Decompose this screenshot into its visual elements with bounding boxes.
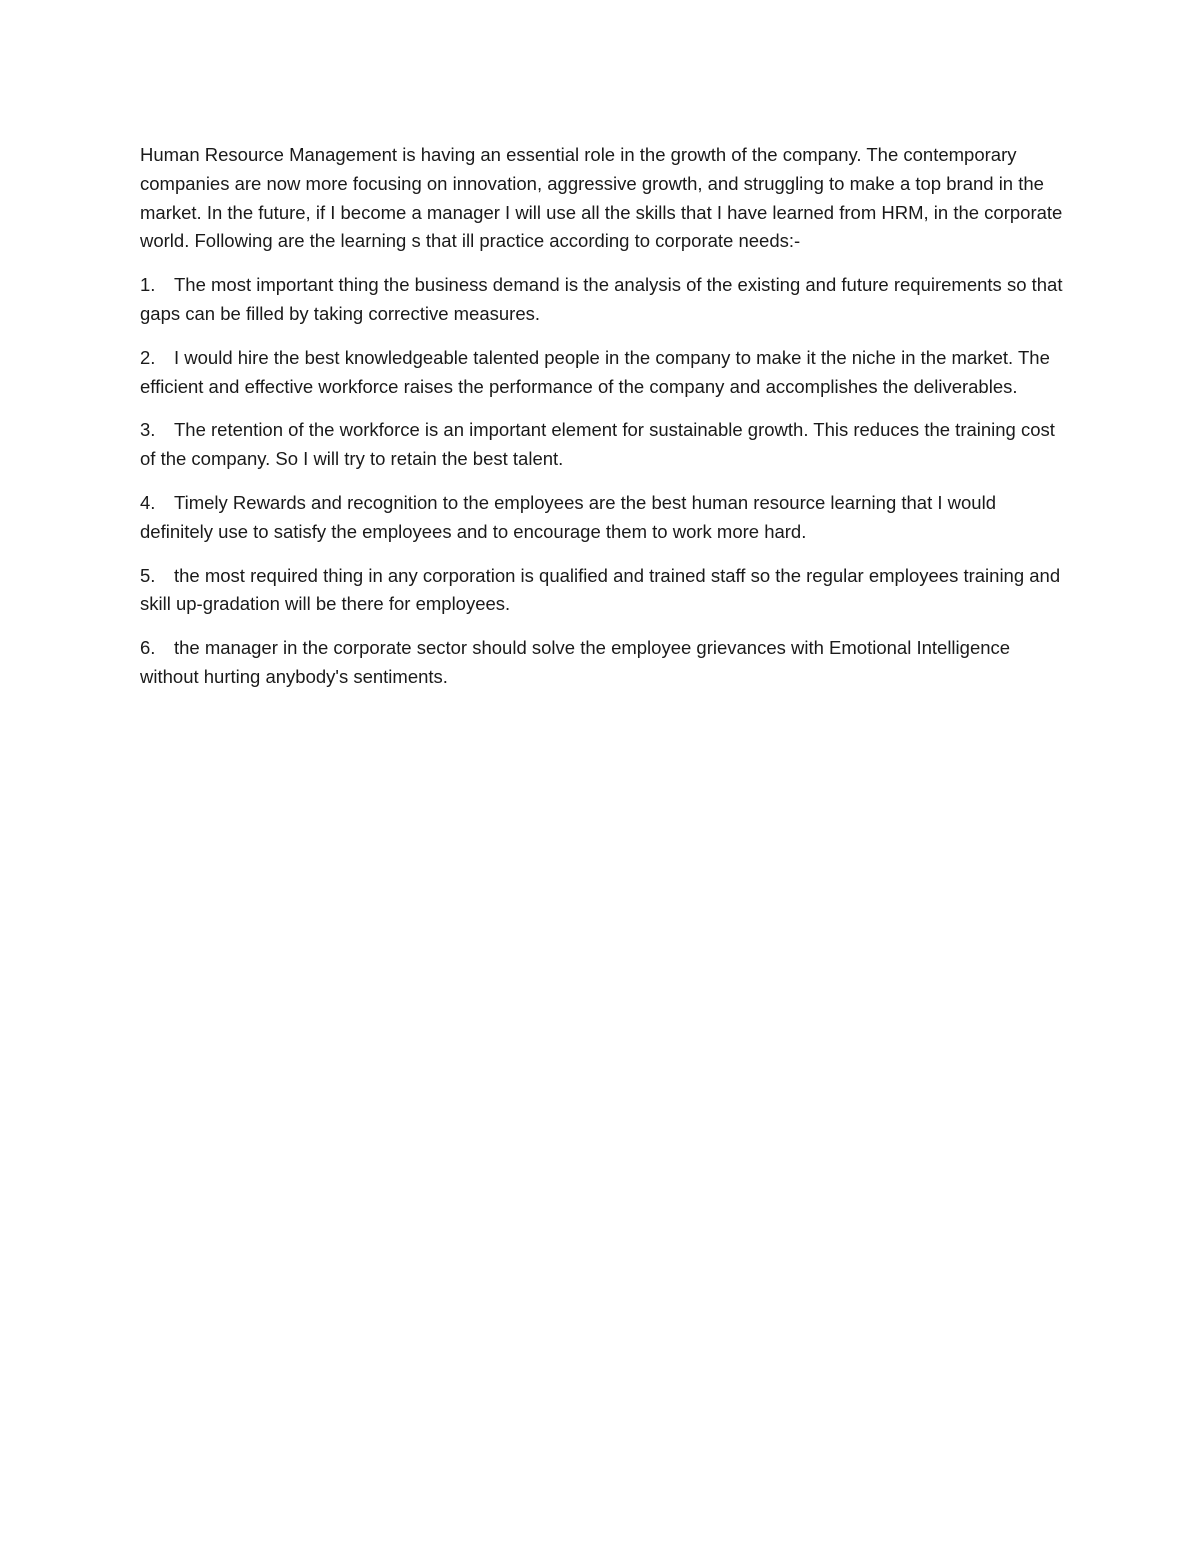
- list-item-number: 2.: [140, 346, 156, 368]
- list-item-text: The retention of the workforce is an important element for sustainable growth. This reduces the training cost of the company. So I will try to retain the best talent.: [140, 419, 1055, 470]
- list-item-text: the manager in the corporate sector should solve the employee grievances with Emotional Intelligence without hurting anybody's sentiments.: [140, 637, 1011, 687]
- list-item: [140, 344, 1070, 402]
- list-item: [140, 634, 1070, 692]
- list-item-text: the most required thing in any corporation is qualified and trained staff so the regular employees training and skill up-gradation will be there for employees.: [140, 564, 1061, 615]
- list-item-number: 1.: [140, 274, 156, 296]
- document-body: [140, 141, 1070, 707]
- list-item: [140, 271, 1070, 329]
- list-item-number: 6.: [140, 637, 156, 659]
- list-item-text: Timely Rewards and recognition to the employees are the best human resource learning that I would definitely use to satisfy the employees and to encourage them to work more hard.: [140, 491, 996, 542]
- list-item: [140, 562, 1070, 620]
- list-item: [140, 416, 1070, 474]
- list-item: [140, 489, 1070, 547]
- list-item-number: 5.: [140, 564, 156, 586]
- list-item-number: 3.: [140, 419, 156, 441]
- list-item-text: The most important thing the business demand is the analysis of the existing and future requirements so that gaps can be filled by taking corrective measures.: [140, 274, 1063, 324]
- intro-paragraph: Human Resource Management is having an essential role in the growth of the company. The contemporary companies are now more focusing on innovation, aggressive growth, and struggling to make a top brand in the market. In the future, if I become a manager I will use all the skills that I have learned from HRM, in the corporate world. Following are the learning s that ill practice according to corporate needs:-: [140, 144, 1063, 252]
- list-item-text: I would hire the best knowledgeable talented people in the company to make it the niche in the market. The efficient and effective workforce raises the performance of the company and accomplishes the deliverables.: [140, 346, 1050, 397]
- list-item-number: 4.: [140, 491, 156, 513]
